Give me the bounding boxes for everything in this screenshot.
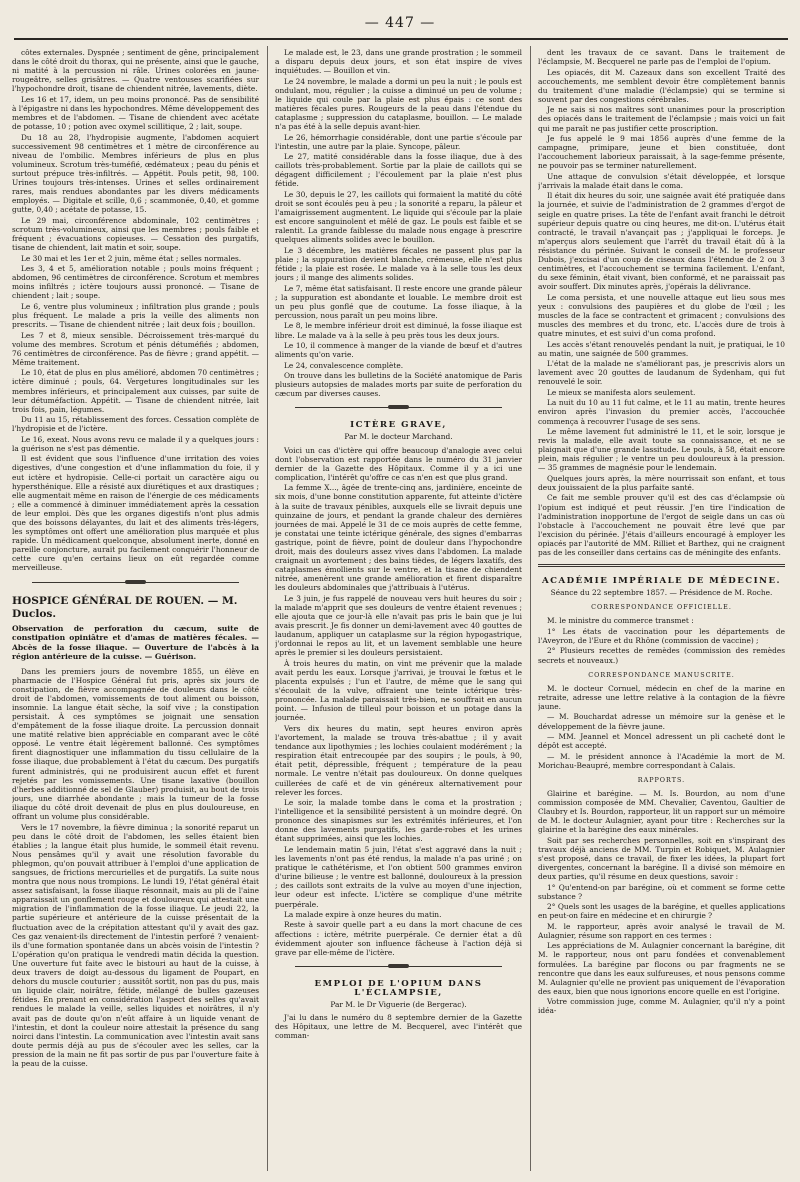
paragraph: M. le docteur Cornuel, médecin en chef de la marine en retraite, adresse une lettre relative à la contagion de la fièvre jaune. <box>538 683 785 711</box>
paragraph: Le 30, depuis le 27, les caillots qui formaient la matité du côté droit se sont écoulés peu à peu ; la sonorité a reparu, la pâleur et l'amaigrissement augmentent. Le liquide qui s'écoule par la plaie est encore sanguinolent et mêlé de gaz. Le pouls est faible et se ralentit. La grande faiblesse du malade nous engage à prescrire quelques aliments solides avec le bouillon. <box>275 189 522 245</box>
paragraph: Voici un cas d'ictère qui offre beaucoup d'analogie avec celui dont l'observation est rapportée dans le numéro du 31 janvier dernier de la Gazette des Hôpitaux. Comme il y a ici une complication, l'intérêt qu'offre ce cas n'en est que plus grand. <box>275 445 522 482</box>
paragraph: On trouve dans les bulletins de la Société anatomique de Paris plusieurs autopsies de malades morts par suite de perforation du cæcum par diverses causes. <box>275 371 522 399</box>
paragraph: Vers dix heures du matin, sept heures environ après l'avortement, la malade se trouva très-abattue ; il y avait tendance aux lipothymies ; les lochies coulaient modérément ; la respiration était entrecoupée par des soupirs ; le pouls, à 90, était petit, dépressible, fréquent ; température de la peau normale. Le ventre n'était pas douloureux. On donne quelques cuillerées de café et de vin généreux alternativement pour relever les forces. <box>275 723 522 797</box>
column-left <box>12 48 259 1176</box>
paragraph: Une attaque de convulsion s'était développée, et lorsque j'arrivais la malade était dans le coma. <box>538 171 785 190</box>
paragraph: Je ne sais si nos maîtres sont unanimes pour la proscription des opiacés dans le traitement de l'éclampsie ; mais voici un fait qui me paraît ne pas justifier cette proscription. <box>538 105 785 133</box>
top-rule <box>14 38 788 40</box>
paragraph: Le 6, ventre plus volumineux ; infiltration plus grande ; pouls plus fréquent. Le malade a pris la veille des aliments non prescrits. — Tisane de chiendent nitrée ; lait deux fois ; bouillon. <box>12 301 259 330</box>
paragraph: J'ai lu dans le numéro du 8 septembre dernier de la Gazette des Hôpitaux, une lettre de M. Becquerel, avec l'intérêt que comman- <box>275 1013 522 1041</box>
column-right <box>538 48 785 1176</box>
ornament-divider <box>295 404 502 411</box>
paragraph: À trois heures du matin, on vint me prévenir que la malade avait perdu les eaux. Lorsque j'arrivai, je trouvai le fœtus et le placenta expulsés ; l'un et l'autre, de même que le sang qui s'écoulait de la vulve, offraient une teinte ictérique très-prononcée. La malade paraissait très-bien, ne souffrait en aucun point. — Infusion de tilleul pour boisson et un potage dans la journée. <box>275 658 522 723</box>
paragraph: Le 24, convalescence complète. <box>284 360 404 370</box>
section-title-opium: EMPLOI DE L'OPIUM DANS L'ÉCLAMPSIE, <box>314 978 483 998</box>
paragraph: Du 18 au 28, l'hydropisie augmente, l'abdomen acquiert successivement 98 centimètres et 1 mètre de circonférence au niveau de l'ombilic. Membres inférieurs de plus en plus volumineux. Scrotum très-tuméfié, œdémateux ; peau du pénis et surtout prépuce très-infiltrés. — Appétit. Pouls petit, 98, 100. Urines toujours très-intenses. Urines et selles ordinairement rares, mais rendues abondantes par les divers médicaments employés. — Digitale et scille, 0,6 ; scammonée, 0,40, et gomme gutte, 0,40 ; acétate de potasse, 15. <box>12 132 259 215</box>
paragraph: Glairine et barégine. — M. Is. Bourdon, au nom d'une commission composée de MM. Chevalier, Caventou, Gaultier de Claubry et Is. Bourdon, rapporteur, lit un rapport sur un mémoire de M. le docteur Aulagnier, ayant pour titre : Recherches sur la glairine et la barégine des eaux minérales. <box>538 788 785 835</box>
paragraph: Les appréciations de M. Aulagnier concernant la barégine, dit M. le rapporteur, nous ont paru fondées et convenablement formulées. La barégine par flocons ou par fragments ne se rencontre que dans les eaux sulfureuses, et nous pensons comme M. Aulagnier qu'elle ne provient pas uniquement de l'évaporation des eaux, bien que nous ignorions encore quelle en est l'origine. <box>538 941 785 996</box>
ornament-divider <box>32 579 239 586</box>
col3-paragraphs <box>538 48 785 557</box>
paragraph: Vers le 17 novembre, la fièvre diminua ; la sonorité reparut un peu dans le côté droit de l'abdomen, les selles étaient bien établies ; la langue était plus humide, le sommeil était revenu. Nous pensâmes qu'il y avait une résolution favorable du phlegmon, qu'on pouvait attribuer à l'emploi d'une application de sangsues, de frictions mercurielles et de purgatifs. La suite nous montra que nous nous trompions. Le lundi 19, l'état général était assez satisfaisant, la fosse iliaque résonnait, mais au pli de l'aine apparaissait un gonflement rouge et douloureux qui attestait une migration de l'inflammation de la fosse iliaque. Le jeudi 22, la partie supérieure et antérieure de la cuisse présentait de la fluctuation avec de la crépitation attestant qu'il y avait des gaz. Ces gaz venaient-ils directement de l'intestin perforé ? venaient-ils d'une formation spontanée dans un abcès voisin de l'intestin ? L'opération qu'on pratiqua le vendredi matin décida la question. Une ouverture fut faite avec le bistouri au haut de la cuisse, à deux travers de doigt au-dessous du ligament de Poupart, en dehors du muscle couturier ; aussitôt sortit, non pas du pus, mais un liquide clair, noirâtre, fétide, mélangé de bulles gazeuses fétides. En prenant en considération l'aspect des selles qu'avait rendues le malade la veille, selles liquides et noirâtres, il n'y avait pas de doute qu'on n'eût affaire à un liquide venant de l'intestin, et dont la couleur noire attestait la présence du sang noirci dans l'intestin. La communication avec l'intestin avait sans doute permis déjà au pus de s'écouler avec les selles, car la pression de la main ne fit pas sortir de pus par l'ouverture faite à la peau de la cuisse. <box>12 822 259 1068</box>
section-title-ictere: ICTÈRE GRAVE, <box>350 420 447 431</box>
section-subtitle-perforation: Observation de perforation du cæcum, suite de constipation opiniâtre et d'amas de matières fécales. — Abcès de la fosse iliaque. — Ouverture de l'abcès à la région antérieure de la cuisse. — Guérison. <box>12 623 259 662</box>
section-title-academie: ACADÉMIE IMPÉRIALE DE MÉDECINE. <box>541 576 782 587</box>
paragraph: 1° Qu'entend-on par barégine, où et comment se forme cette substance ? <box>538 882 785 901</box>
paragraph: Le 3 juin, je fus rappelé de nouveau vers huit heures du soir ; la malade m'apprit que ses douleurs de ventre étaient revenues ; elle ajouta que ce jour-là elle n'avait pas pris le bain que je lui avais prescrit. Je fis donner un demi-lavement avec 40 gouttes de laudanum, appliquer un cataplasme sur la région hypogastrique, j'ordonnai le repos au lit, et un lavement semblable une heure après le premier si les douleurs persistaient. <box>275 593 522 658</box>
paragraph: Le même lavement fut administré le 11, et le soir, lorsque je revis la malade, elle avait toute sa connaissance, et ne se plaignait que d'une grande lassitude. Le pouls, à 58, était encore plein, mais régulier ; le ventre un peu douloureux à la pression. — 35 grammes de magnésie pour le lendemain. <box>538 427 785 473</box>
subhead-rapports: RAPPORTS. <box>637 775 686 784</box>
col2-paragraphs-3 <box>275 1013 522 1040</box>
paragraph: Le 7, même état satisfaisant. Il reste encore une grande pâleur ; la suppuration est abondante et louable. Le membre droit est un peu plus gonflé que de coutume. La fosse iliaque, à la percussion, nous paraît un peu moins libre. <box>275 283 522 320</box>
section-author-ictere: Par M. le docteur Marchand. <box>344 432 453 442</box>
paragraph: Le 8, le membre inférieur droit est diminué, la fosse iliaque est libre. Le malade va à la selle à peu près tous les deux jours. <box>275 321 522 340</box>
paragraph: Ce fait me semble prouver qu'il est des cas d'éclampsie où l'opium est indiqué et peut réussir. J'en tire l'indication de l'administration inopportune de l'ergot de seigle dans un cas où l'obstacle à l'accouchement ne pouvait être levé que par l'excision du périnée. J'étais d'ailleurs encouragé à employer les opiacés par l'autorité de MM. Rilliet et Barthez, qui ne craignent pas de les conseiller dans certains cas de méningite des enfants. <box>538 493 785 558</box>
paragraph: Reste à savoir quelle part a eu dans la mort chacune de ces affections : ictère, métrite puerpérale. Ce dernier état a dû évidemment ajouter son influence fâcheuse à l'action déjà si grave par elle-même de l'ictère. <box>275 920 522 957</box>
paragraph: Le coma persista, et une nouvelle attaque eut lieu sous mes yeux : convulsions des paupières et du globe de l'œil ; les muscles de la face se contractent et grimacent ; convulsions des muscles des membres et du tronc, etc. L'accès dure de trois à quatre minutes, et est suivi d'un coma profond. <box>538 292 785 339</box>
column-rule <box>530 46 531 1171</box>
paragraph: Le 3 décembre, les matières fécales ne passent plus par la plaie ; la suppuration devient blanche, crémeuse, elle n'est plus fétide ; la plaie est rosée. Le malade va à la selle tous les deux jours ; il mange des aliments solides. <box>275 245 522 283</box>
paragraph: Quelques jours après, la mère nourrissait son enfant, et tous deux jouissaient de la plus parfaite santé. <box>538 473 785 492</box>
paragraph: Le 30 mai et les 1er et 2 juin, même état ; selles normales. <box>21 253 242 263</box>
paragraph: Il est évident que sous l'influence d'une irritation des voies digestives, d'une congestion et d'une inflammation du foie, il y eut ictère et hydropisie. Celle-ci portait un caractère aigu ou hypersthénique. Elle a résisté aux diurétiques et aux drastiques ; elle augmentait même en raison de l'énergie de ces médicaments ; elle a commencé à diminuer immédiatement après la cessation de leur emploi. Dès que les organes digestifs n'ont plus admis que des boissons délayantes, du lait et des aliments très-légers, les symptômes ont offert une amélioration plus marquée et plus rapide. Un médicament quelconque, absolument inerte, donné en pareille conjoncture, aurait pu facilement conquérir l'honneur de cette cure qu'en certains lieux on eût regardée comme merveilleuse. <box>12 454 259 573</box>
paragraph: Le mieux se manifesta alors seulement. <box>547 387 696 397</box>
paragraph: 1° Les états de vaccination pour les départements de l'Aveyron, de l'Eure et du Rhône (commission de vaccine) ; <box>538 626 785 645</box>
col2-paragraphs-2 <box>275 446 522 957</box>
paragraph: Dans les premiers jours de novembre 1855, un élève en pharmacie de l'Hospice Général fut pris, après six jours de constipation, de fièvre accompagnée de douleurs dans le côté droit de l'abdomen, vomissements de tout aliment ou boisson, insomnie. La langue était sèche, la soif vive ; la constipation persistait. À ces symptômes se joignait une sensation d'empâtement de la fosse iliaque droite. La percussion donnait une matité relative bien appréciable en comparant avec le côté opposé. Le ventre était légèrement ballonné. Ces symptômes firent diagnostiquer une inflammation du tissu cellulaire de la fosse iliaque, due probablement à l'état du cæcum. Des purgatifs furent administrés, qui ne produisirent aucun effet et furent rejetés par les vomissements. Une tisane laxative (bouillon d'herbes additionné de sel de Glauber) produisit, au bout de trois jours, une diarrhée abondante ; mais la tumeur de la fosse iliaque du côté droit devenait de plus en plus douloureuse, en offrant un volume plus considérable. <box>12 666 259 822</box>
paragraph: Le 29 mai, circonférence abdominale, 102 centimètres ; scrotum très-volumineux, ainsi que les membres ; pouls faible et fréquent ; évacuations copieuses. — Cessation des purgatifs, tisane de chiendent, lait matin et soir, soupe. <box>12 215 259 253</box>
subhead-correspondance-officielle: CORRESPONDANCE OFFICIELLE. <box>591 603 732 612</box>
paragraph: La malade expire à onze heures du matin. <box>284 909 442 919</box>
col3-paragraphs-4 <box>538 789 785 1016</box>
paragraph: — MM. Jeannel et Moncel adressent un pli cacheté dont le dépôt est accepté. <box>538 732 785 751</box>
col3-paragraphs-3 <box>538 684 785 770</box>
paragraph: Les 7 et 8, mieux sensible. Décroissement très-marqué du volume des membres. Scrotum et pénis détuméfiés ; abdomen, 76 centimètres de circonférence. Pas de fièvre ; grand appétit. — Même traitement. <box>12 330 259 367</box>
section-author-opium: Par M. le Dr Viguerie (de Bergerac). <box>330 1000 467 1010</box>
paragraph: 2° Quels sont les usages de la barégine, et quelles applications en peut-on faire en médecine et en chirurgie ? <box>538 902 785 921</box>
col1-paragraphs <box>12 48 259 573</box>
session-line: Séance du 22 septembre 1857. — Présidence de M. Roche. <box>550 588 773 598</box>
paragraph: Votre commission juge, comme M. Aulagnier, qu'il n'y a point idéa- <box>538 997 785 1016</box>
paragraph: 2° Plusieurs recettes de remèdes (commission des remèdes secrets et nouveaux.) <box>538 646 785 665</box>
subhead-correspondance-manuscrite: CORRESPONDANCE MANUSCRITE. <box>588 670 735 679</box>
paragraph: Le 26, hémorrhagie considérable, dont une partie s'écoule par l'intestin, une autre par la plaie. Syncope, pâleur. <box>275 132 522 151</box>
section-title-rouen: HOSPICE GÉNÉRAL DE ROUEN. — M. Duclos. <box>12 594 238 620</box>
paragraph: La femme X..., âgée de trente-cinq ans, jardinière, enceinte de six mois, d'une bonne constitution apparente, fut atteinte d'ictère à la suite de travaux pénibles, auxquels elle se livrait depuis une quinzaine de jours, et pendant la grande chaleur des dernières journées de mai. Appelé le 31 de ce mois auprès de cette femme, je constatai une teinte ictérique générale, des signes d'embarras gastrique, point de fièvre, point de douleur dans l'hypochondre droit, mais des douleurs assez vives dans l'abdomen. La malade craignait un avortement ; des bains tièdes, de légers laxatifs, des cataplasmes émollients sur le ventre, et la tisane de chiendent nitrée, amenèrent une grande amélioration et firent disparaître les douleurs abdominales que j'attribuais à l'utérus. <box>275 483 522 593</box>
paragraph: Du 11 au 15, rétablissement des forces. Cessation complète de l'hydropisie et de l'ictère. <box>12 415 259 434</box>
paragraph: Les 3, 4 et 5, amélioration notable ; pouls moins fréquent ; abdomen, 96 centimètres de circonférence. Scrotum et membres moins infiltrés ; ictère toujours aussi prononcé. — Tisane de chiendent ; lait ; soupe. <box>12 264 259 301</box>
column-rule <box>267 46 268 1171</box>
paragraph: Le malade est, le 23, dans une grande prostration ; le sommeil a disparu depuis deux jours, et son état inspire de vives inquiétudes. — Bouillon et vin. <box>275 48 522 76</box>
paragraph: côtes externales. Dyspnée ; sentiment de gêne, principalement dans le côté droit du thorax, qui ne présente, ainsi que le gauche, ni matité à la percussion ni râle. Urines colorées en jaune-rougeâtre, selles grisâtres. — Quatre ventouses scarifiées sur l'hypochondre droit, tisane de chiendent nitrée, lavements, diète. <box>12 48 259 94</box>
paragraph: Soit par ses recherches personnelles, soit en s'inspirant des travaux déjà anciens de MM. Turpin et Robiquet, M. Aulagnier s'est proposé, dans ce travail, de fixer les idées, la plupart fort divergentes, concernant la barégine. Il a divisé son mémoire en deux parties, qu'il résume en deux questions, savoir : <box>538 835 785 882</box>
double-rule <box>538 564 785 567</box>
paragraph: — M. le président annonce à l'Académie la mort de M. Morichau-Beaupré, membre correspondant à Calais. <box>538 751 785 770</box>
paragraph: Le 27, matité considérable dans la fosse iliaque, due à des caillots très-probablement. Sortie par la plaie de caillots qui se dégagent difficilement ; l'écoulement par la plaie n'est plus fétide. <box>275 152 522 189</box>
paragraph: Le 10, état de plus en plus amélioré, abdomen 70 centimètres ; ictère diminué ; pouls, 64. Vergetures longitudinales sur les membres inférieurs, et principalement aux cuisses, par suite de leur détuméfaction. Appétit. — Tisane de chiendent nitrée, lait trois fois, pain, légumes. <box>12 368 259 414</box>
paragraph: Le 16, exeat. Nous avons revu ce malade il y a quelques jours : la guérison ne s'est pas démentie. <box>12 434 259 453</box>
col1-paragraphs-2 <box>12 667 259 1069</box>
paragraph: M. le rapporteur, après avoir analysé le travail de M. Aulagnier, résume son rapport en ces termes : <box>538 921 785 940</box>
col2-paragraphs <box>275 48 522 398</box>
paragraph: Le soir, la malade tombe dans le coma et la prostration ; l'intelligence et la sensibilité persistent à un moindre degré. On prononce des sinapismes sur les extrémités inférieures, et l'on donne des lavements purgatifs, les garde-robes et les urines étant supprimées, ainsi que les lochies. <box>275 798 522 844</box>
paragraph: M. le ministre du commerce transmet : <box>547 616 694 626</box>
paragraph: Le lendemain matin 5 juin, l'état s'est aggravé dans la nuit ; les lavements n'ont pas été rendus, la malade n'a pas uriné ; on pratique le cathétérisme, et l'on obtient 500 grammes environ d'urine bilieuse ; le ventre est ballonné, douloureux à la pression ; des caillots sont extraits de la vulve au moyen d'une injection, leur odeur est infecte. L'ictère se complique d'une métrite puerpérale. <box>275 844 522 909</box>
paragraph: — M. Bouchardat adresse un mémoire sur la genèse et le développement de la fièvre jaune. <box>538 712 785 731</box>
paragraph: Les opiacés, dit M. Cazeaux dans son excellent Traité des accouchements, me semblent devoir être complètement bannis du traitement d'une maladie (l'éclampsie) qui se termine si souvent par des congestions cérébrales. <box>538 67 785 104</box>
paragraph: L'état de la malade ne s'améliorant pas, je prescrivis alors un lavement avec 20 gouttes de laudanum de Sydenham, qui fut renouvelé le soir. <box>538 359 785 387</box>
ornament-divider <box>295 963 502 970</box>
paragraph: dent les travaux de ce savant. Dans le traitement de l'éclampsie, M. Becquerel ne parle pas de l'emploi de l'opium. <box>538 48 785 67</box>
paragraph: Le 10, il commence à manger de la viande de bœuf et d'autres aliments qu'on varie. <box>275 341 522 360</box>
page-number: — 447 — <box>364 15 436 31</box>
column-middle <box>275 48 522 1176</box>
paragraph: Je fus appelé le 9 mai 1856 auprès d'une femme de la campagne, primipare, jeune et bien constituée, dont l'accouchement laborieux paraissait, à la sage-femme présente, ne pouvoir pas se terminer naturellement. <box>538 134 785 171</box>
paragraph: La nuit du 10 au 11 fut calme, et le 11 au matin, trente heures environ après l'invasion du premier accès, l'accouchée commença à recouvrer l'usage de ses sens. <box>538 398 785 426</box>
paragraph: Le 24 novembre, le malade a dormi un peu la nuit ; le pouls est ondulant, mou, régulier ; la cuisse a diminué un peu de volume ; le liquide qui coule par la plaie est plus épais : ce sont des matières fécales pures. Rougeurs de la peau dans l'étendue du cataplasme ; suppression du cataplasme, bouillon. — Le malade n'a pas été à la selle depuis avant-hier. <box>275 76 522 132</box>
paragraph: Il était dix heures du soir, une saignée avait été pratiquée dans la journée, et suivie de l'administration de 2 grammes d'ergot de seigle en quatre prises. La tête de l'enfant avait franchi le détroit supérieur depuis quatre ou cinq heures, me dit-on. L'utérus était contracté, le travail n'avançait pas ; j'appliquai le forceps. Je m'aperçus alors seulement que l'arrêt du travail était dû à la résistance du périnée. Suivant le conseil de M. le professeur Dubois, j'excisai d'un coup de ciseaux dans l'étendue de 2 ou 3 centimètres, et l'accouchement se termina facilement. L'enfant, du sexe féminin, était vivant, bien conformé, et ne paraissait pas avoir souffert. Dix minutes après, j'opérais la délivrance. <box>538 191 785 292</box>
paragraph: Les 16 et 17, idem, un peu moins prononcé. Pas de sensibilité à l'épigastre ni dans les hypochondres. Même développement des membres et de l'abdomen. — Tisane de chiendent avec acétate de potasse, 10 ; potion avec oxymel scillitique, 2 ; lait, soupe. <box>12 94 259 132</box>
col3-paragraphs-2 <box>538 616 785 664</box>
paragraph: Les accès s'étant renouvelés pendant la nuit, je pratiquai, le 10 au matin, une saignée de 500 grammes. <box>538 339 785 358</box>
